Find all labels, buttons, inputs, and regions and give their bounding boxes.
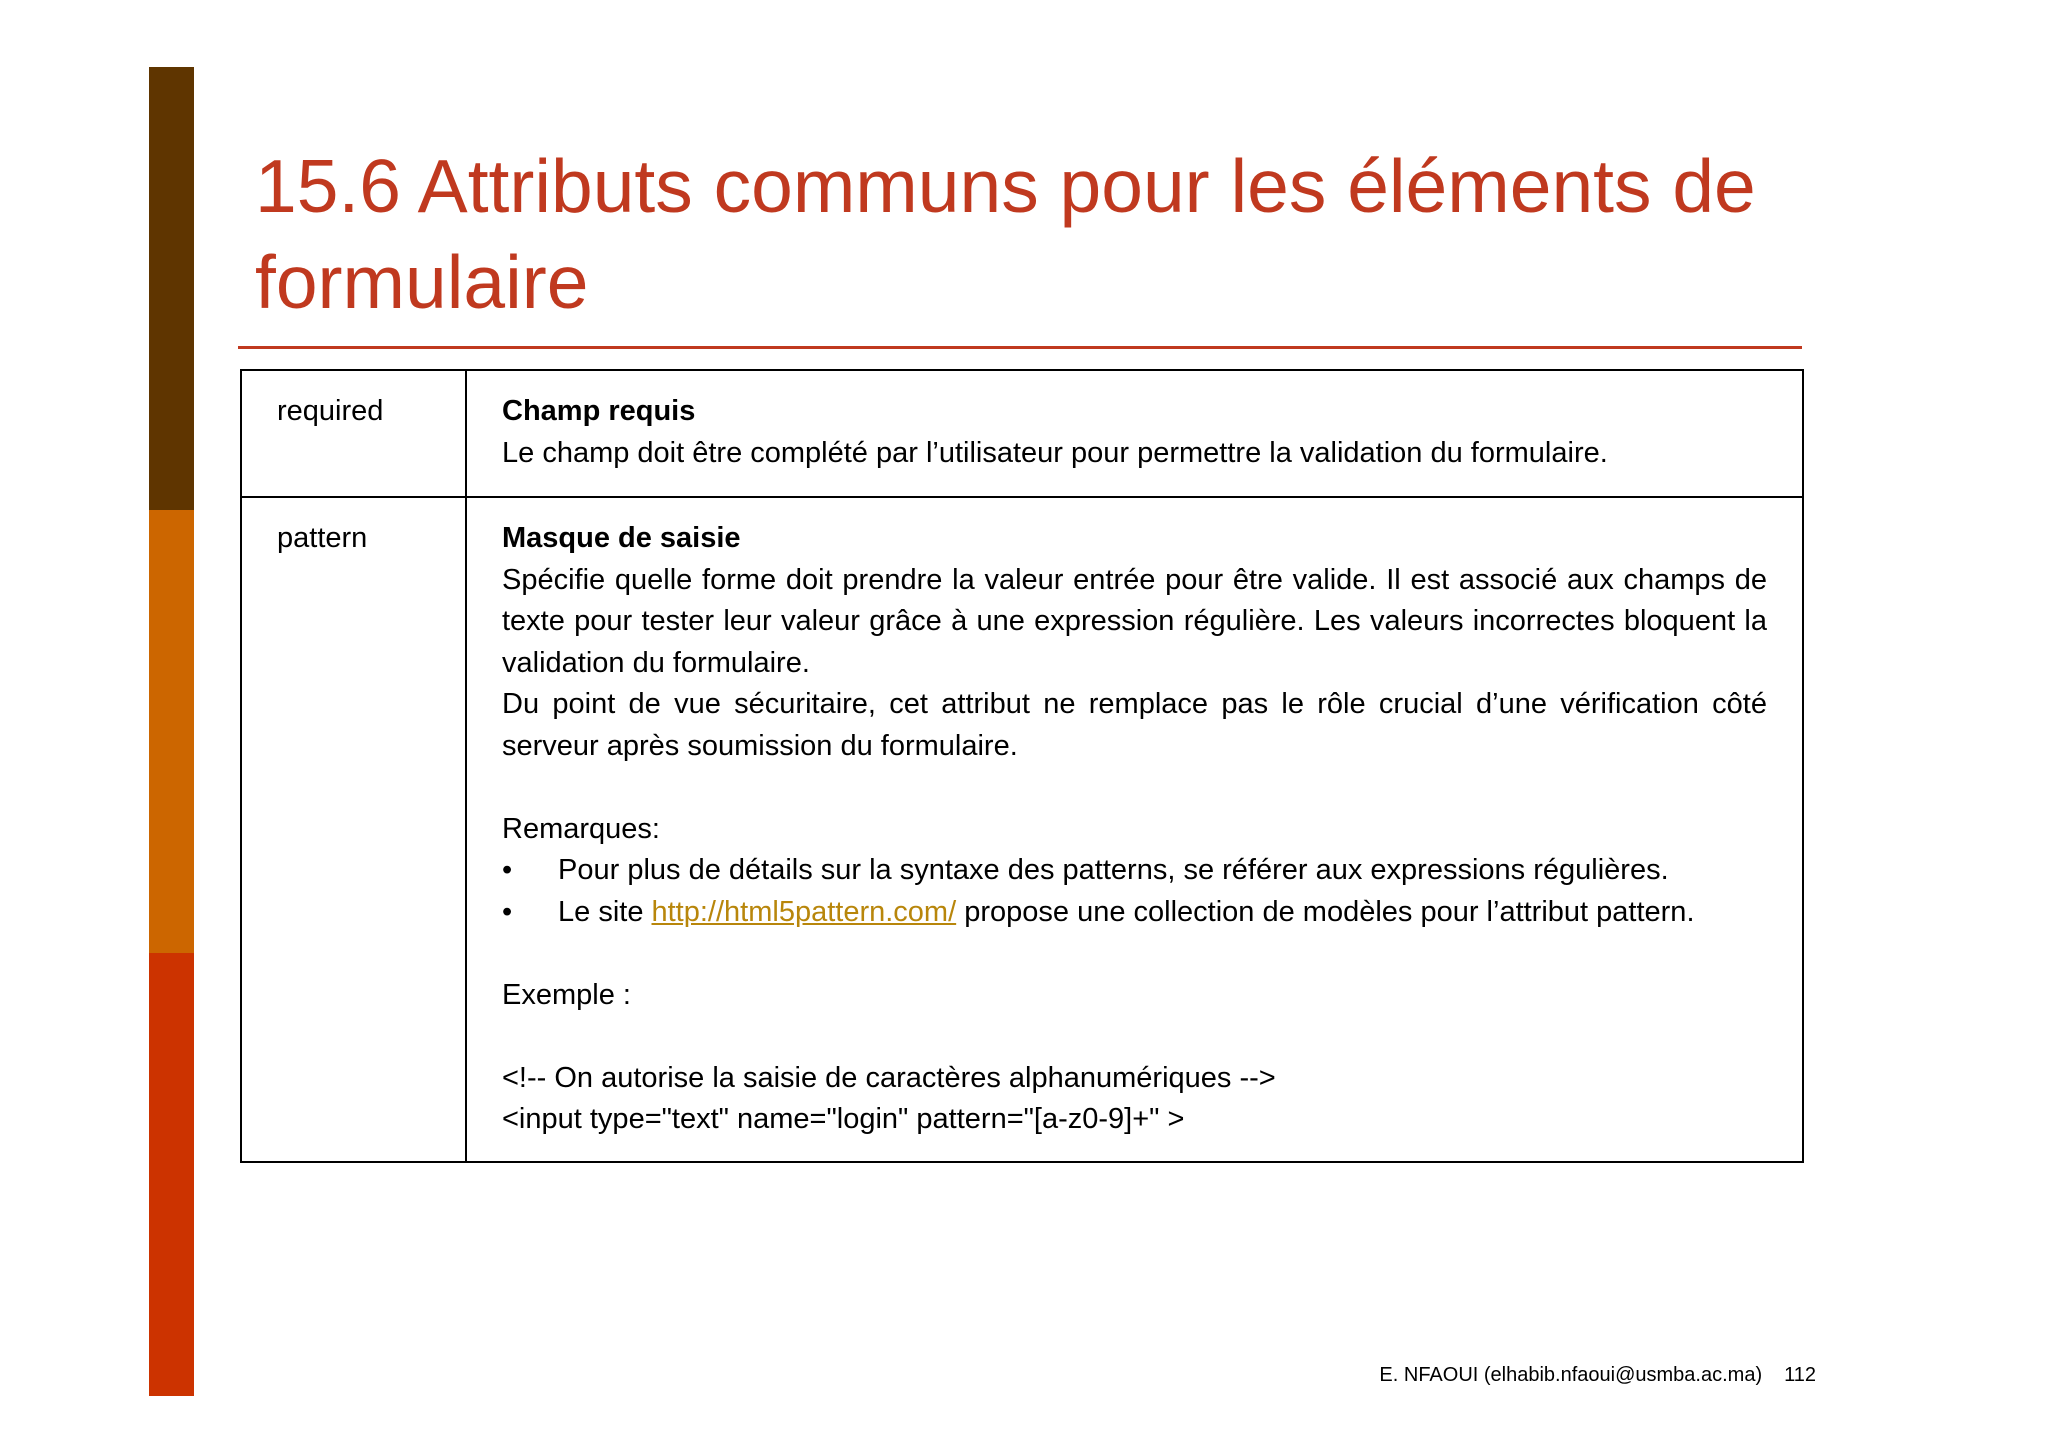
- slide-title: 15.6 Attributs communs pour les éléments de formulaire: [255, 144, 1756, 324]
- spacer: [502, 1016, 1767, 1058]
- bullet-icon: •: [502, 895, 513, 928]
- spacer: [502, 933, 1767, 975]
- table-row-pattern: [241, 497, 1803, 1162]
- table-row-required: [241, 370, 1803, 497]
- attribute-description-required: [466, 370, 1803, 497]
- code-line-2: <input type="text" name="login" pattern="[a-z0-9]+" >: [502, 1103, 1185, 1135]
- required-text: Le champ doit être complété par l’utilisateur pour permettre la validation du formulaire.: [502, 436, 1608, 469]
- remarks-list: [502, 850, 1767, 933]
- bullet-icon: •: [502, 854, 513, 886]
- example-label: Exemple :: [502, 978, 631, 1011]
- footer-author: E. NFAOUI (elhabib.nfaoui@usmba.ac.ma): [1379, 1364, 1763, 1386]
- code-line-1: <!-- On autorise la saisie de caractères alphanumériques -->: [502, 1061, 1276, 1094]
- attribute-description-pattern: [466, 497, 1803, 1162]
- attribute-name-required: required: [241, 370, 466, 497]
- sidebar-bar-brown: [149, 67, 194, 510]
- bullet-text-1: Pour plus de détails sur la syntaxe des patterns, se référer aux expressions régulières.: [558, 854, 1669, 886]
- bullet-text-2-after: propose une collection de modèles pour l’attribut pattern.: [956, 895, 1695, 928]
- spacer: [502, 767, 1767, 809]
- attribute-name-pattern: pattern: [241, 497, 466, 1162]
- sidebar-bar-red: [149, 953, 194, 1396]
- html5pattern-link[interactable]: http://html5pattern.com/: [651, 895, 957, 928]
- title-underline: [238, 346, 1802, 349]
- sidebar-bar-orange: [149, 510, 194, 953]
- bullet-text-2-before: Le site: [558, 895, 652, 928]
- list-item: [502, 892, 1767, 934]
- remarks-label: Remarques:: [502, 812, 660, 845]
- page-number: 112: [1784, 1364, 1816, 1386]
- footer: [1379, 1364, 1816, 1387]
- list-item: [502, 850, 1767, 892]
- pattern-paragraph-2: Du point de vue sécuritaire, cet attribut ne remplace pas le rôle crucial d’une vérification côté serveur après soumission du formulaire.: [502, 688, 1767, 762]
- required-heading: Champ requis: [502, 395, 696, 427]
- attributes-table: [240, 369, 1804, 1163]
- pattern-paragraph-1: Spécifie quelle forme doit prendre la valeur entrée pour être valide. Il est associé aux champs de texte pour tester leur valeur grâce à une expression régulière. Les valeurs incorrectes bloquent la validation du formulaire.: [502, 563, 1767, 679]
- pattern-heading: Masque de saisie: [502, 522, 741, 554]
